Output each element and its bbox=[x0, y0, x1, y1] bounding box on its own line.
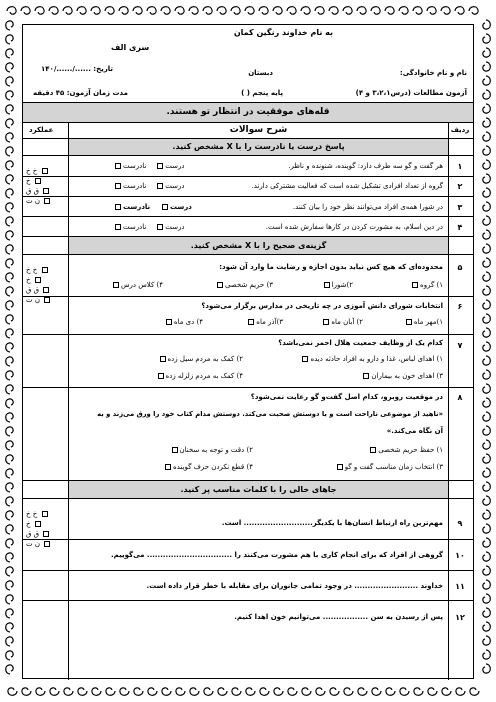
question-text: کدام یک از وظایف جمعیت هلال احمر نمی‌باشد؟ bbox=[278, 339, 443, 347]
option-3: ۳) انتخاب زمان مناسب گفت و گو bbox=[335, 463, 443, 471]
question-number: ۱ bbox=[457, 162, 463, 171]
true-label: درست bbox=[165, 182, 185, 190]
false-label: نادرست bbox=[123, 203, 151, 211]
question-text: انتخابات شورای دانش آموزی در چه تاریخی در مدارس برگزار می‌شود؟ bbox=[201, 302, 443, 310]
false-label: نادرست bbox=[123, 182, 147, 190]
option-checkbox[interactable] bbox=[172, 447, 178, 453]
scenario-text: آن نگاه می‌کند.» bbox=[386, 427, 443, 435]
option-checkbox[interactable] bbox=[302, 356, 308, 362]
score-checkbox[interactable] bbox=[44, 541, 50, 547]
option-checkbox[interactable] bbox=[370, 447, 376, 453]
question-text: هر گفت و گو سه طرف دارد: گوینده، شنونده و ناظر. bbox=[288, 162, 443, 170]
score-checkbox[interactable] bbox=[35, 521, 41, 527]
score-box: خ خ خ ق ق ن ت bbox=[26, 166, 62, 206]
score-checkbox[interactable] bbox=[43, 531, 49, 537]
false-checkbox[interactable] bbox=[115, 183, 121, 189]
score-box: خ خ خ ق ق ن ت bbox=[26, 265, 62, 305]
question-number: ۵ bbox=[457, 263, 463, 272]
score-box: خ خ خ ق ق ن ت bbox=[26, 509, 62, 549]
question-number: ۳ bbox=[457, 203, 463, 212]
false-checkbox[interactable] bbox=[115, 204, 121, 210]
question-text: خداوند ........................ در وجود تمامی جانوران برای مقابله با خطر قرار داده است. bbox=[146, 582, 443, 590]
score-column-header: عملکرد bbox=[29, 126, 54, 134]
section2-title: گزینه‌ی صحیح را با X مشخص کنید. bbox=[190, 241, 327, 250]
question-text: گروه از تعداد افرادی تشکیل شده است که فعالیت مشترکی دارند. bbox=[251, 182, 443, 190]
false-label: نادرست bbox=[123, 223, 147, 231]
row-column-header: ردیف bbox=[450, 126, 470, 134]
option-checkbox[interactable] bbox=[113, 282, 119, 288]
question-number: ۲ bbox=[457, 182, 463, 191]
true-label: درست bbox=[169, 203, 192, 211]
question-number: ۱۱ bbox=[455, 582, 465, 591]
option-1: ۱) حفظ حریم شخصی bbox=[368, 446, 443, 454]
option-checkbox[interactable] bbox=[160, 356, 166, 362]
question-number: ۸ bbox=[457, 393, 463, 402]
score-checkbox[interactable] bbox=[44, 198, 50, 204]
option-checkbox[interactable] bbox=[165, 464, 171, 470]
option-checkbox[interactable] bbox=[166, 319, 172, 325]
score-checkbox[interactable] bbox=[35, 178, 41, 184]
option-2: ۲) دقت و توجه به سخنان bbox=[170, 446, 253, 454]
option-checkbox[interactable] bbox=[412, 282, 418, 288]
question-number: ۷ bbox=[457, 341, 463, 350]
true-checkbox[interactable] bbox=[157, 183, 163, 189]
true-false-options bbox=[113, 203, 192, 211]
option-checkbox[interactable] bbox=[324, 282, 330, 288]
false-checkbox[interactable] bbox=[115, 224, 121, 230]
option-checkbox[interactable] bbox=[406, 319, 412, 325]
question-text: در دین اسلام، به مشورت کردن در کارها سفارش شده است. bbox=[265, 223, 443, 231]
true-label: درست bbox=[165, 162, 185, 170]
school-label: دبستان bbox=[248, 69, 273, 77]
question-number: ۹ bbox=[457, 519, 463, 528]
true-false-options bbox=[113, 182, 184, 190]
option-1: ۱)مهر ماه bbox=[404, 318, 443, 326]
option-4: ۴) کلاس درس bbox=[111, 281, 163, 289]
questions-column-header: شرح سوالات bbox=[229, 125, 288, 135]
score-checkbox[interactable] bbox=[43, 287, 49, 293]
option-2: ۲) کمک به مردم سیل زده bbox=[158, 355, 243, 363]
question-number: ۴ bbox=[457, 223, 463, 232]
true-checkbox[interactable] bbox=[157, 163, 163, 169]
false-label: نادرست bbox=[123, 162, 147, 170]
option-3: ۳) حریم شخصی bbox=[215, 281, 273, 289]
true-false-options bbox=[113, 162, 184, 170]
motto: قله‌های موفقیت در انتظار تو هستند. bbox=[166, 107, 330, 117]
true-label: درست bbox=[165, 223, 185, 231]
option-3: ۳) اهدای خون به بیماران bbox=[361, 372, 443, 380]
scenario-text: «ناهید از موضوعی ناراحت است و با دوستش صحبت می‌کند. دوستش مدام کتاب خود را ورق می‌زند و به bbox=[97, 410, 443, 418]
option-2: ۲) آبان ماه bbox=[321, 318, 363, 326]
option-checkbox[interactable] bbox=[337, 464, 343, 470]
score-checkbox[interactable] bbox=[43, 188, 49, 194]
question-number: ۶ bbox=[457, 302, 463, 311]
true-false-options bbox=[113, 223, 184, 231]
question-text: گروهی از افراد که برای انجام کاری با هم مشورت می‌کنند را ................................ می‌گوییم. bbox=[110, 551, 443, 559]
exam-sheet bbox=[22, 24, 474, 679]
option-1: ۱) اهدای لباس، غذا و دارو به افراد حادثه دیده bbox=[300, 355, 443, 363]
option-4: ۴) کمک به مردم زلزله زده bbox=[156, 372, 243, 380]
bismillah: به نام خداوند رنگین کمان bbox=[233, 28, 333, 37]
duration-label: مدت زمان آزمون: ۴۵ دقیقه bbox=[33, 89, 128, 97]
grade-label: پایه پنجم ( ) bbox=[241, 89, 283, 97]
score-checkbox[interactable] bbox=[35, 277, 41, 283]
question-text: پس از رسیدن به سن ................. می‌توانیم خون اهدا کنیم. bbox=[234, 613, 443, 621]
date-label: تاریخ: ....../....../۱۴۰ bbox=[41, 65, 114, 73]
question-text: مهم‌ترین راه ارتباط انسان‌ها با یکدیگر.......................... است. bbox=[221, 519, 443, 527]
option-checkbox[interactable] bbox=[217, 282, 223, 288]
question-text: در شورا همه‌ی افراد می‌توانند نظر خود را بیان کنند. bbox=[292, 203, 443, 211]
score-checkbox[interactable] bbox=[42, 168, 48, 174]
option-4: ۴) قطع نکردن حرف گوینده bbox=[163, 463, 253, 471]
option-3: ۳)آذر ماه bbox=[246, 318, 283, 326]
option-checkbox[interactable] bbox=[158, 373, 164, 379]
exam-title: آزمون مطالعات (درس۳،۲،۱ و ۴) bbox=[355, 89, 467, 97]
question-number: ۱۲ bbox=[455, 613, 465, 622]
score-checkbox[interactable] bbox=[44, 297, 50, 303]
score-checkbox[interactable] bbox=[42, 267, 48, 273]
series-label: سری الف bbox=[111, 43, 150, 52]
question-text: محدوده‌ای که هیچ کس نباید بدون اجازه و رضایت ما وارد آن شود: bbox=[219, 263, 443, 271]
true-checkbox[interactable] bbox=[162, 204, 168, 210]
option-checkbox[interactable] bbox=[248, 319, 254, 325]
option-checkbox[interactable] bbox=[363, 373, 369, 379]
section1-title: پاسخ درست یا نادرست را با X مشخص کنید. bbox=[172, 142, 345, 151]
true-checkbox[interactable] bbox=[157, 224, 163, 230]
question-text: در موقعیت روبرو، کدام اصل گفت‌و گو رعایت نمی‌شود؟ bbox=[250, 393, 443, 401]
question-number: ۱۰ bbox=[455, 551, 465, 560]
student-name-label: نام و نام خانوادگی: bbox=[399, 69, 467, 77]
false-checkbox[interactable] bbox=[115, 163, 121, 169]
option-4: ۴) دی ماه bbox=[164, 318, 203, 326]
option-checkbox[interactable] bbox=[323, 319, 329, 325]
score-checkbox[interactable] bbox=[42, 511, 48, 517]
section3-title: جاهای خالی را با کلمات مناسب پر کنید. bbox=[180, 485, 337, 494]
option-1: ۱) گروه bbox=[410, 281, 443, 289]
option-2: ۲)شورا bbox=[322, 281, 353, 289]
